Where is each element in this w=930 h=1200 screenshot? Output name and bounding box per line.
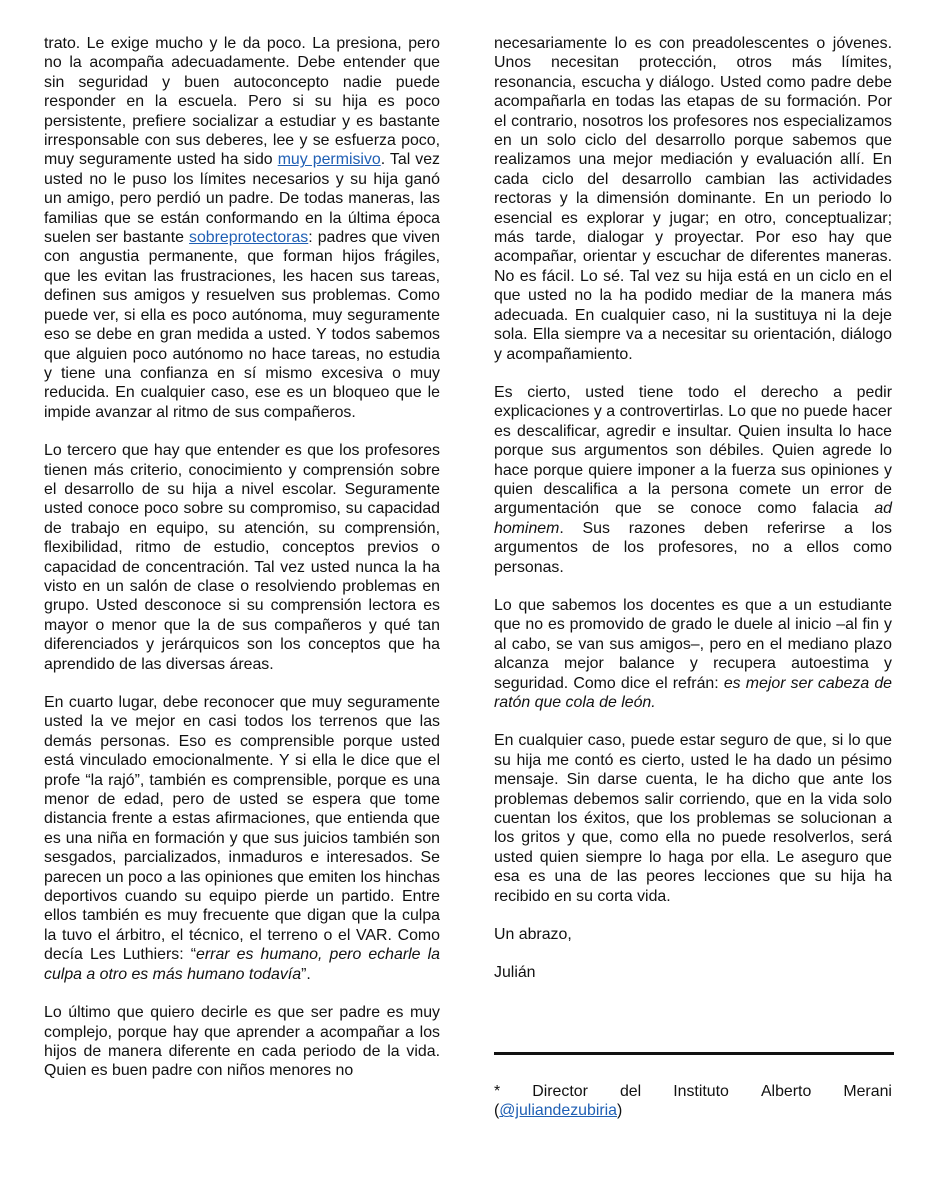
term-ad-hominem: ad hominem	[494, 500, 892, 537]
paragraph-promotion: Lo que sabemos los docentes es que a un estudiante que no es promovido de grado le duele al inicio –al fin y al cabo, se van sus amigos–, pero en el mediano plazo alcanza mejor balance y recupera autoestima y seguridad. Como dice el refrán: es mejor ser cabeza de ratón que cola de león.	[494, 596, 892, 711]
signature: Julián	[494, 964, 536, 982]
footnote-divider	[494, 1052, 894, 1055]
link-sobreprotectoras[interactable]: sobreprotectoras	[189, 229, 309, 247]
twitter-handle-link[interactable]: @juliandezubiria	[499, 1102, 618, 1120]
link-muy-permisivo[interactable]: muy permisivo	[277, 151, 381, 169]
footnote-word: Instituto	[673, 1083, 729, 1100]
paragraph-right-to-ask: Es cierto, usted tiene todo el derecho a pedir explicaciones y a controvertirlas. Lo que no puede hacer es descalificar, agredir e insultar. Quien insulta lo hace porque sus argumentos son débiles. Quien agrede lo hace porque quiere imponer a la fuerza sus opiniones y quien descalifica a la persona comete un error de argumentación que se conoce como falacia ad hominem. Sus razones deben referirse a los argumentos de los profesores, no a ellos como personas.	[494, 383, 892, 576]
footnote-line	[494, 1082, 892, 1101]
paragraph-last-point: Lo último que quiero decirle es que ser padre es muy complejo, porque hay que aprender a acompañar a los hijos de manera diferente en cada periodo de la vida. Quien es buen padre con niños menores no	[44, 1004, 440, 1080]
paragraph-development-cycles: necesariamente lo es con preadolescentes o jóvenes. Unos necesitan protección, otros más límites, resonancia, escucha y diálogo. Usted como padre debe acompañarla en todas las etapas de su formación. Por el contrario, nosotros los profesores nos especializamos en un solo ciclo del desarrollo porque sabemos que realizamos una mejor mediación y evaluación allí. En cada ciclo del desarrollo cambian las actividades rectoras y la dimensión dominante. En un periodo lo esencial es explorar y jugar; en otro, conceptualizar; más tarde, dialogar y proyectar. Por eso hay que acompañar, orientar y escuchar de diferentes maneras. No es fácil. Lo sé. Tal vez su hija está en un ciclo en el que usted no la ha podido mediar de la manera más adecuada. En cualquier caso, ni la sustituya ni la deje sola. Ella siempre va a necesitar su orientación, diálogo y acompañamiento.	[494, 35, 892, 363]
footnote-handle-line: (@juliandezubiria)	[494, 1102, 623, 1120]
quote-les-luthiers: errar es humano, pero echarle la culpa a otro es más humano todavía	[44, 946, 440, 983]
footnote-word: del	[619, 1083, 642, 1100]
footnote-word: Merani	[843, 1083, 892, 1100]
paragraph-parenting-style: trato. Le exige mucho y le da poco. La presiona, pero no la acompaña adecuadamente. Debe entender que sin seguridad y buen autoconcepto nadie puede responder en la escuela. Pero si su hija es poco persistente, prefiere socializar a estudiar y es bastante irresponsable con sus deberes, lee y se esfuerza poco, muy seguramente usted ha sido muy permisivo. Tal vez usted no le puso los límites necesarios y su hija ganó un amigo, pero perdió un padre. De todas maneras, las familias que se están conformando en la última época suelen ser bastante sobreprotectoras: padres que viven con angustia permanente, que forman hijos frágiles, que les evitan las frustraciones, les hacen sus tareas, definen sus amigos y resuelven sus problemas. Como puede ver, si ella es poco autónoma, muy seguramente eso se debe en gran medida a usted. Y todos sabemos que alguien poco autónomo no hace tareas, no estudia y tiene una confianza en sí mismo excesiva o muy reducida. En cualquier caso, ese es un bloqueo que le impide avanzar al ritmo de sus compañeros.	[44, 35, 441, 421]
closing-line: Un abrazo,	[494, 926, 572, 944]
left-column	[44, 34, 440, 1100]
paragraph-fourth-point: En cuarto lugar, debe reconocer que muy seguramente usted la ve mejor en casi todos los terrenos que las demás personas. Eso es comprensible porque usted está vinculado emocionalmente. Y si ella le dice que el profe “la rajó”, también es comprensible, porque es una menor de edad, pero de usted se espera que tome distancia frente a estas afirmaciones, que entienda que es una niña en formación y que sus juicios también son sesgados, parcializados, inmaduros e interesados. Se parecen un poco a las opiniones que emiten los hinchas deportivos cuando su equipo pierde un partido. Entre ellos también es muy frecuente que digan que la culpa la tuvo el árbitro, el técnico, el terreno o el VAR. Como decía Les Luthiers: “errar es humano, pero echarle la culpa a otro es más humano todavía”.	[44, 694, 440, 983]
right-column	[494, 34, 892, 1002]
footnote-word: Director	[532, 1083, 588, 1100]
footnote-marker: *	[494, 1083, 501, 1100]
quote-refran: es mejor ser cabeza de ratón que cola de león.	[494, 674, 892, 711]
footnote	[494, 1082, 892, 1121]
paragraph-teachers-criteria: Lo tercero que hay que entender es que los profesores tienen más criterio, conocimiento y comprensión sobre el desarrollo de su hija a nivel escolar. Seguramente usted conoce poco sobre su compromiso, su capacidad de trabajo en equipo, su atención, su comprensión, flexibilidad, ritmo de estudio, conceptos previos o capacidad de concentración. Tal vez usted nunca la ha visto en un salón de clase o resolviendo problemas en grupo. Usted desconoce si su comprensión lectora es mayor o menor que la de sus compañeros y qué tan diferenciados y jerárquicos son los conceptos que ha aprendido de las diversas áreas.	[44, 442, 440, 673]
paragraph-bad-message: En cualquier caso, puede estar seguro de que, si lo que su hija me contó es cierto, usted le ha dado un pésimo mensaje. Sin darse cuenta, le ha dicho que ante los problemas debemos salir corriendo, que en la vida solo cuentan los éxitos, que los problemas se solucionan a los gritos y que, como ella no puede resolverlos, será usted quien siempre lo haga por ella. Le aseguro que esa es una de las peores lecciones que su hija ha recibido en su corta vida.	[494, 732, 892, 905]
footnote-word: Alberto	[760, 1083, 812, 1100]
